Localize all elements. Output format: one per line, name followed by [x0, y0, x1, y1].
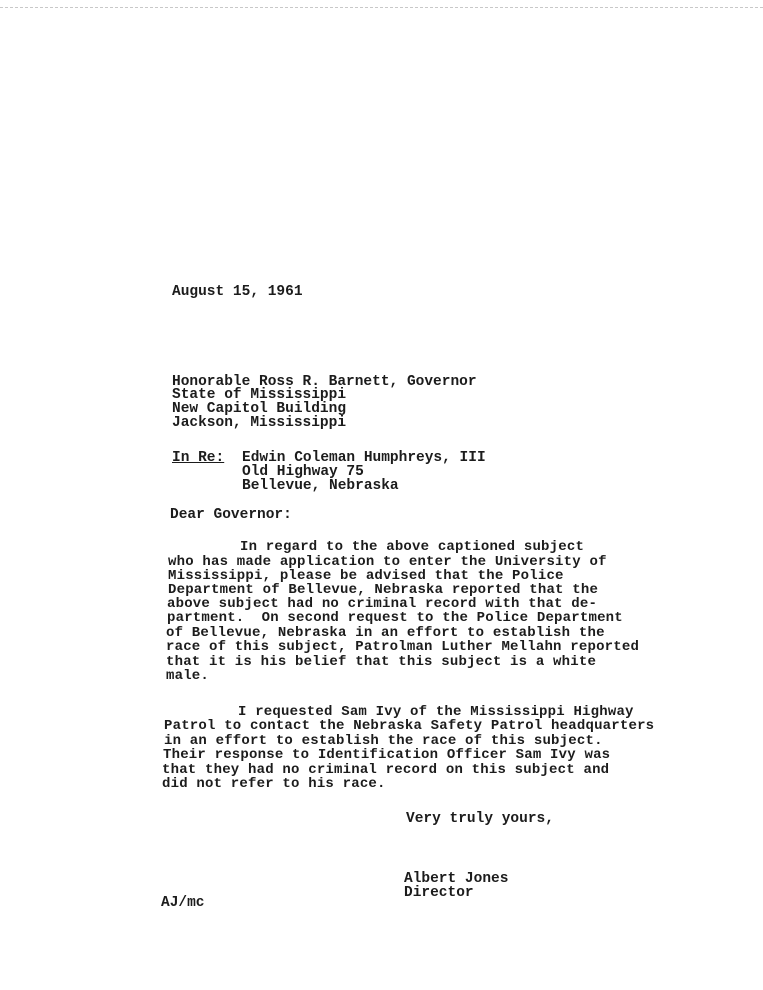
- paragraph2-line: I requested Sam Ivy of the Mississippi Highway: [238, 704, 634, 720]
- paragraph2-line: Their response to Identification Officer Sam Ivy was: [163, 747, 611, 763]
- typist-initials: AJ/mc: [161, 895, 205, 911]
- paragraph1-line: who has made application to enter the University of: [168, 554, 607, 570]
- paragraph1-line: Department of Bellevue, Nebraska reported that the: [168, 582, 599, 598]
- signer-title: Director: [404, 885, 474, 901]
- page-top-edge: [0, 0, 763, 8]
- addressee-line: Jackson, Mississippi: [172, 415, 347, 431]
- paragraph1-line: partment. On second request to the Police Department: [167, 610, 623, 626]
- paragraph2-line: that they had no criminal record on this subject and: [162, 762, 610, 778]
- in-re-line: Bellevue, Nebraska: [242, 478, 399, 494]
- in-re-line: Old Highway 75: [242, 464, 364, 480]
- signer-name: Albert Jones: [404, 871, 509, 887]
- paragraph1-line: In regard to the above captioned subject: [240, 539, 585, 555]
- salutation: Dear Governor:: [170, 507, 292, 523]
- paragraph1-line: male.: [166, 668, 210, 684]
- paragraph1-line: above subject had no criminal record with that de-: [167, 596, 598, 612]
- paragraph1-line: that it is his belief that this subject is a white: [166, 654, 597, 670]
- addressee-line: Honorable Ross R. Barnett, Governor: [172, 374, 477, 390]
- paragraph2-line: did not refer to his race.: [162, 776, 386, 792]
- paragraph1-line: Mississippi, please be advised that the Police: [168, 568, 564, 584]
- paragraph1-line: of Bellevue, Nebraska in an effort to establish the: [166, 625, 605, 641]
- in-re-label: In Re:: [172, 450, 225, 466]
- addressee-line: State of Mississippi: [172, 387, 347, 403]
- closing: Very truly yours,: [406, 811, 554, 827]
- paragraph1-line: race of this subject, Patrolman Luther Mellahn reported: [166, 639, 640, 655]
- in-re-line: Edwin Coleman Humphreys, III: [242, 450, 486, 466]
- addressee-line: New Capitol Building: [172, 401, 347, 417]
- letter-date: August 15, 1961: [172, 284, 303, 300]
- paragraph2-line: in an effort to establish the race of this subject.: [164, 733, 603, 749]
- paragraph2-line: Patrol to contact the Nebraska Safety Patrol headquarters: [164, 718, 655, 734]
